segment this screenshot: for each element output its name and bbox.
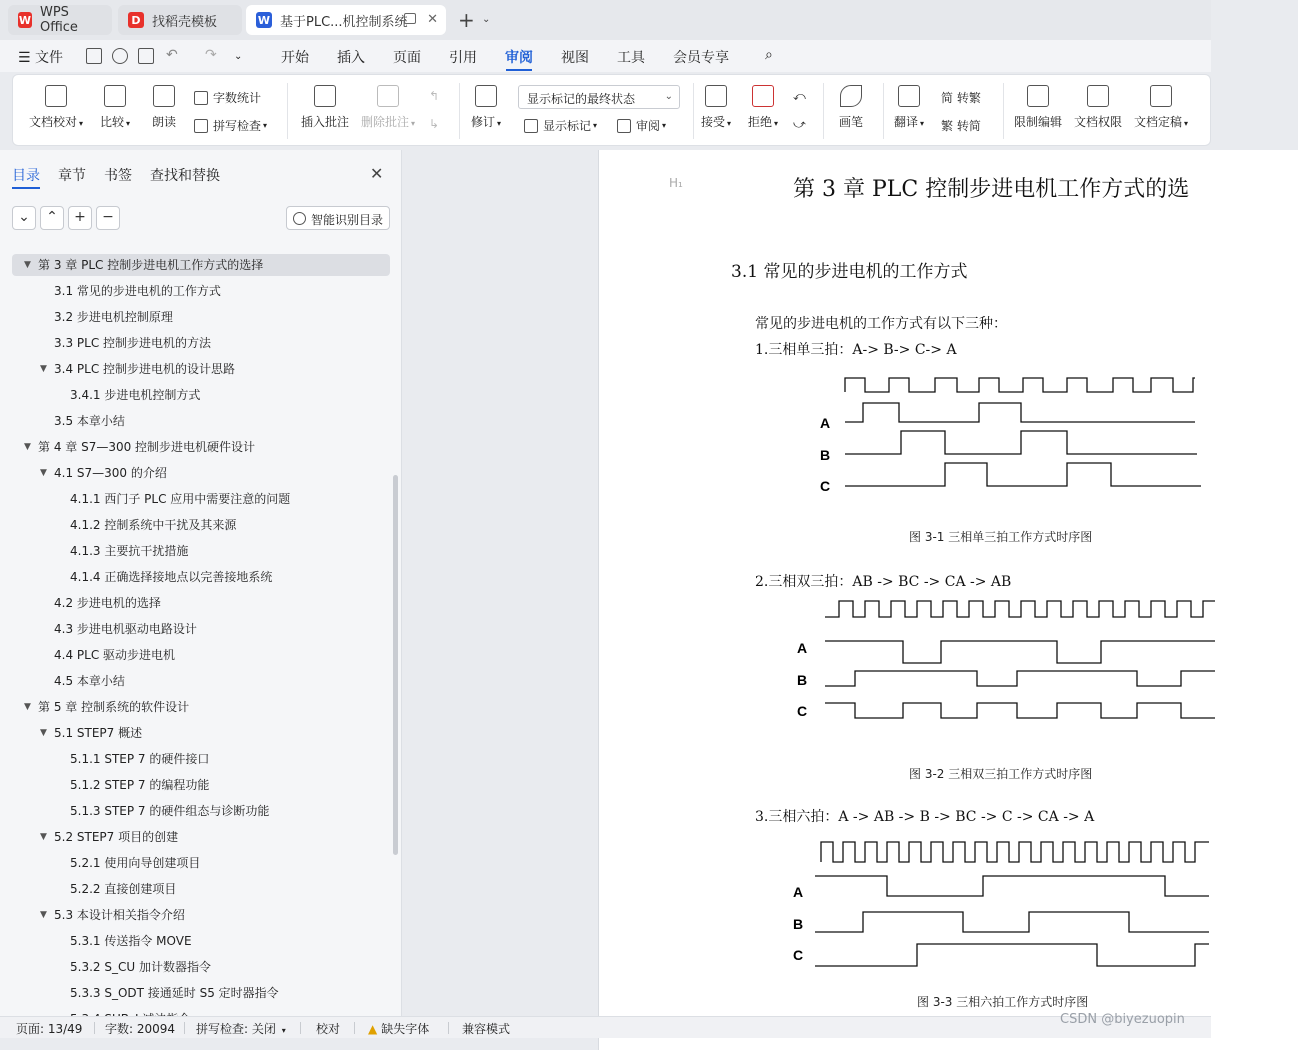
spell-check-status[interactable]: 拼写检查: 关闭 ▾ (196, 1022, 286, 1036)
figure-caption-3: 图 3-3 三相六拍工作方式时序图 (917, 995, 1089, 1009)
signal-label-c: C (793, 947, 804, 963)
menu-view[interactable]: 视图 (561, 50, 589, 66)
to-traditional-button[interactable] (941, 89, 981, 106)
add-heading-button[interactable]: + (68, 206, 92, 230)
toc-item-label: 4.1 S7—300 的介绍 (54, 466, 167, 480)
toc-item[interactable] (54, 722, 142, 744)
menu-file-label: 文件 (35, 50, 64, 66)
to-simplified-label: 繁 转简 (941, 119, 981, 133)
word-count-indicator[interactable]: 字数: 20094 (105, 1022, 176, 1036)
expand-arrow-icon[interactable]: ▼ (40, 728, 47, 738)
toc-scrollbar[interactable] (393, 475, 398, 855)
accept-button[interactable]: 接受 ▾ (701, 85, 731, 130)
missing-font-status[interactable] (368, 1020, 429, 1037)
close-icon[interactable]: ✕ (427, 12, 438, 27)
tab-label: 基于PLC...机控制系统 (280, 14, 408, 30)
clock-signal (825, 601, 1215, 617)
show-markup-icon (524, 119, 538, 133)
toc-item-label: 5.1.1 STEP 7 的硬件接口 (70, 752, 210, 766)
missing-font-label: 缺失字体 (381, 1022, 430, 1036)
word-count-icon (194, 91, 208, 105)
signal-b-wave (845, 431, 1197, 454)
permission-icon (1087, 85, 1109, 107)
proofread-button[interactable]: 文档校对 ▾ (29, 85, 83, 130)
item-2-text: 2.三相双三拍：AB -> BC -> CA -> AB (755, 574, 1012, 590)
insert-comment-label: 插入批注 (301, 115, 350, 129)
toc-item[interactable] (38, 436, 255, 458)
signal-c-wave (815, 944, 1209, 966)
review-pane-button[interactable]: 审阅 ▾ (617, 117, 666, 134)
toc-item[interactable] (12, 254, 390, 276)
signal-label-b: B (797, 672, 808, 688)
signal-b-wave (825, 671, 1215, 686)
section-title: 3.1 常见的步进电机的工作方式 (731, 262, 968, 282)
toc-item[interactable] (70, 774, 209, 796)
menu-bar (0, 40, 1211, 72)
markup-state-select[interactable] (518, 85, 680, 109)
tab-find-replace[interactable]: 查找和替换 (150, 168, 220, 184)
toc-item-label: 5.1.2 STEP 7 的编程功能 (70, 778, 210, 792)
read-aloud-label: 朗读 (152, 115, 177, 129)
expand-arrow-icon[interactable]: ▼ (40, 364, 47, 374)
status-divider (448, 1022, 449, 1034)
toc-item[interactable] (54, 644, 175, 666)
toc-item[interactable] (70, 488, 290, 510)
pen-button[interactable] (839, 85, 863, 130)
toc-item-label: 5.2.2 直接创建项目 (70, 882, 177, 896)
signal-label-c: C (820, 478, 831, 494)
accept-icon (705, 85, 727, 107)
watermark: CSDN @biyezuopin (1060, 1012, 1185, 1027)
reject-icon (752, 85, 774, 107)
expand-arrow-icon[interactable]: ▼ (24, 260, 31, 270)
toc-item[interactable] (54, 592, 161, 614)
compat-mode-status: 兼容模式 (462, 1022, 511, 1036)
toc-item[interactable] (54, 904, 185, 926)
doc-permission-button[interactable] (1074, 85, 1122, 130)
print-preview-icon[interactable] (138, 48, 154, 64)
chevron-down-icon[interactable]: ⌄ (482, 14, 491, 25)
toc-item[interactable] (54, 306, 173, 328)
toc-item-label: 第 5 章 控制系统的软件设计 (38, 700, 190, 714)
status-divider (94, 1022, 95, 1034)
toc-item[interactable] (54, 618, 197, 640)
toc-item[interactable] (54, 332, 211, 354)
word-count-label: 字数统计 (213, 91, 262, 105)
tab-document[interactable] (246, 5, 446, 35)
review-ribbon (12, 74, 1211, 146)
toc-item[interactable] (70, 852, 200, 874)
accept-label: 接受 (701, 115, 726, 129)
toc-item[interactable] (54, 462, 167, 484)
ribbon-divider (823, 83, 824, 139)
expand-arrow-icon[interactable]: ▼ (24, 442, 31, 452)
share-icon[interactable] (112, 48, 128, 64)
save-icon[interactable] (86, 48, 102, 64)
toc-item-label: 4.3 步进电机驱动电路设计 (54, 622, 197, 636)
signal-a-wave (845, 403, 1195, 422)
toc-item-label: 5.3.2 S_CU 加计数器指令 (70, 960, 211, 974)
close-icon[interactable]: ✕ (370, 164, 384, 183)
docer-logo-icon: D (128, 12, 144, 28)
menu-page[interactable]: 页面 (393, 50, 421, 66)
proofread-label: 文档校对 (29, 115, 78, 129)
insert-comment-button[interactable] (301, 85, 349, 130)
toc-item-label: 4.1.1 西门子 PLC 应用中需要注意的问题 (70, 492, 291, 506)
figure-caption-1: 图 3-1 三相单三拍工作方式时序图 (909, 530, 1093, 544)
status-divider (354, 1022, 355, 1034)
review-pane-icon (617, 119, 631, 133)
tab-toc[interactable]: 目录 (12, 168, 40, 184)
ribbon-divider (883, 83, 884, 139)
compare-icon (104, 85, 126, 107)
to-traditional-label: 简 转繁 (941, 91, 981, 105)
ribbon-divider (693, 83, 694, 139)
compare-button[interactable]: 比较 ▾ (100, 85, 130, 130)
toc-item[interactable] (70, 878, 176, 900)
timing-diagram-2 (791, 595, 1221, 725)
signal-label-a: A (820, 415, 831, 431)
redo-icon[interactable]: ↷ (205, 47, 217, 63)
toc-item-label: 4.1.3 主要抗干扰措施 (70, 544, 189, 558)
expand-arrow-icon[interactable]: ▼ (40, 468, 47, 478)
clock-signal (845, 378, 1195, 392)
signal-label-c: C (797, 703, 808, 719)
tab-wps-office[interactable] (8, 5, 112, 35)
translate-label: 翻译 (894, 115, 919, 129)
window-mini-icon[interactable] (404, 13, 416, 24)
pen-label: 画笔 (839, 115, 864, 129)
smart-toc-icon (293, 212, 306, 225)
toc-item[interactable] (54, 280, 221, 302)
toc-item[interactable] (54, 670, 125, 692)
toc-item-label: 3.4.1 步进电机控制方式 (70, 388, 201, 402)
timing-diagram-1 (811, 370, 1211, 494)
pen-icon (840, 85, 862, 107)
revise-label: 修订 (471, 115, 496, 129)
doc-permission-label: 文档权限 (1074, 115, 1123, 129)
signal-b-wave (815, 912, 1209, 932)
menu-review[interactable]: 审阅 (505, 50, 533, 66)
clock-signal (821, 842, 1209, 862)
toc-item[interactable] (70, 956, 211, 978)
new-tab-icon[interactable]: + (458, 8, 475, 32)
search-icon[interactable]: ⌕ (765, 47, 773, 63)
ribbon-divider (287, 83, 288, 139)
toc-item-label: 5.2.1 使用向导创建项目 (70, 856, 201, 870)
toc-item-label: 4.1.2 控制系统中干扰及其来源 (70, 518, 237, 532)
page-indicator[interactable]: 页面: 13/49 (16, 1022, 83, 1036)
toc-item-label: 3.4 PLC 控制步进电机的设计思路 (54, 362, 236, 376)
signal-label-a: A (793, 884, 804, 900)
tab-chapter[interactable]: 章节 (58, 168, 86, 184)
status-divider (184, 1022, 185, 1034)
toc-item-label: 5.1 STEP7 概述 (54, 726, 143, 740)
timing-diagram-3 (785, 834, 1215, 974)
compare-label: 比较 (100, 115, 125, 129)
remove-heading-button[interactable]: − (96, 206, 120, 230)
spell-check-label: 拼写检查 (213, 119, 262, 133)
restrict-edit-label: 限制编辑 (1014, 115, 1063, 129)
figure-caption-2: 图 3-2 三相双三拍工作方式时序图 (909, 767, 1093, 781)
undo-icon[interactable]: ↶ (166, 47, 178, 63)
tab-label: WPS Office (39, 5, 78, 35)
revise-button[interactable]: 修订 ▾ (471, 85, 501, 130)
active-menu-indicator (506, 69, 532, 71)
spell-check-icon (194, 119, 208, 133)
status-bar (0, 1016, 1211, 1038)
toc-item[interactable] (70, 982, 279, 1004)
smart-toc-button[interactable] (286, 206, 390, 230)
menu-start[interactable]: 开始 (281, 50, 309, 66)
toc-item[interactable] (70, 566, 272, 588)
review-pane-label: 审阅 (636, 119, 661, 133)
item-1-text: 1.三相单三拍：A-> B-> C-> A (755, 342, 957, 358)
delete-comment-button[interactable]: 删除批注 ▾ (361, 85, 415, 130)
ribbon-divider (459, 83, 460, 139)
toc-item-label: 第 4 章 S7—300 控制步进电机硬件设计 (38, 440, 256, 454)
next-comment-icon[interactable]: ↳ (429, 117, 440, 131)
toc-item-label: 5.2 STEP7 项目的创建 (54, 830, 179, 844)
tab-bookmark[interactable]: 书签 (104, 168, 132, 184)
word-count-button[interactable] (194, 89, 261, 106)
toc-item[interactable] (70, 514, 236, 536)
menu-reference[interactable]: 引用 (449, 50, 477, 66)
chevron-down-icon: ⌄ (664, 91, 673, 102)
reject-label: 拒绝 (748, 115, 773, 129)
wps-logo-icon: W (18, 13, 32, 27)
revise-icon (475, 85, 497, 107)
toc-item-label: 5.1.3 STEP 7 的硬件组态与诊断功能 (70, 804, 270, 818)
expand-down-button[interactable]: ⌄ (12, 206, 36, 230)
toc-item-label: 3.5 本章小结 (54, 414, 125, 428)
expand-arrow-icon[interactable]: ▼ (24, 702, 31, 712)
translate-button[interactable]: 翻译 ▾ (894, 85, 924, 130)
toc-item-label: 3.3 PLC 控制步进电机的方法 (54, 336, 212, 350)
delete-comment-label: 删除批注 (361, 115, 410, 129)
spell-check-status-label: 拼写检查: 关闭 (196, 1022, 276, 1036)
toc-item-label: 3.2 步进电机控制原理 (54, 310, 173, 324)
toc-item[interactable] (70, 384, 200, 406)
signal-label-b: B (793, 916, 804, 932)
toc-item[interactable] (54, 826, 178, 848)
toc-item[interactable] (38, 696, 189, 718)
signal-label-a: A (797, 640, 808, 656)
read-aloud-icon (153, 85, 175, 107)
writer-logo-icon: W (257, 13, 271, 27)
tab-template[interactable] (118, 5, 242, 35)
tab-label: 找稻壳模板 (152, 14, 218, 30)
next-change-icon[interactable]: ⤻ (793, 117, 806, 131)
intro-text: 常见的步进电机的工作方式有以下三种： (755, 316, 1007, 332)
item-3-text: 3.三相六拍：A -> AB -> B -> BC -> C -> CA -> A (755, 809, 1095, 825)
spell-check-button[interactable]: 拼写检查 ▾ (194, 117, 267, 134)
warning-icon: ▲ (368, 1022, 378, 1036)
toc-item-label: 5.3 本设计相关指令介绍 (54, 908, 185, 922)
chevron-down-icon[interactable]: ⌄ (234, 51, 243, 62)
expand-arrow-icon[interactable]: ▼ (40, 910, 47, 920)
insert-comment-icon (314, 85, 336, 107)
signal-a-wave (825, 641, 1215, 663)
toc-item-label: 4.4 PLC 驱动步进电机 (54, 648, 176, 662)
signal-c-wave (825, 703, 1215, 718)
finalize-button[interactable]: 文档定稿 ▾ (1134, 85, 1188, 130)
document-area[interactable] (402, 150, 1211, 1016)
finalize-label: 文档定稿 (1134, 115, 1183, 129)
previous-change-icon[interactable]: ⤺ (793, 89, 806, 103)
toc-item-label: 第 3 章 PLC 控制步进电机工作方式的选择 (38, 258, 264, 272)
markup-state-value: 显示标记的最终状态 (527, 92, 636, 106)
toc-item[interactable] (70, 930, 192, 952)
active-panel-tab-indicator (12, 187, 40, 189)
reject-button[interactable]: 拒绝 ▾ (748, 85, 778, 130)
status-divider (300, 1022, 301, 1034)
tab-bar (0, 0, 1211, 40)
smart-toc-label: 智能识别目录 (311, 213, 384, 227)
toc-item[interactable] (70, 748, 209, 770)
toc-item[interactable] (70, 800, 269, 822)
expand-arrow-icon[interactable]: ▼ (40, 832, 47, 842)
navigation-panel (0, 150, 402, 1016)
toc-item-label: 5.3.1 传送指令 MOVE (70, 934, 192, 948)
chapter-title: 第 3 章 PLC 控制步进电机工作方式的选 (793, 177, 1190, 202)
toc-item-label: 4.1.4 正确选择接地点以完善接地系统 (70, 570, 273, 584)
restrict-edit-button[interactable] (1014, 85, 1062, 130)
menu-file[interactable]: ☰ 文件 (18, 50, 64, 66)
signal-a-wave (815, 876, 1209, 896)
menu-tools[interactable]: 工具 (617, 50, 645, 66)
toc-item[interactable] (54, 410, 125, 432)
toc-item-label: 5.3.3 S_ODT 接通延时 S5 定时器指令 (70, 986, 279, 1000)
toc-item-label: 3.1 常见的步进电机的工作方式 (54, 284, 221, 298)
read-aloud-button[interactable] (152, 85, 176, 130)
translate-icon (898, 85, 920, 107)
toc-item-label: 4.2 步进电机的选择 (54, 596, 161, 610)
finalize-icon (1150, 85, 1172, 107)
menu-member[interactable]: 会员专享 (673, 50, 729, 66)
heading-marker-icon[interactable]: H₁ (669, 176, 683, 190)
to-simplified-button[interactable] (941, 117, 981, 134)
toc-item[interactable] (54, 358, 235, 380)
signal-c-wave (845, 463, 1201, 486)
collapse-up-button[interactable]: ⌃ (40, 206, 64, 230)
proofread-icon (45, 85, 67, 107)
toc-list (0, 253, 395, 1016)
ribbon-divider (1003, 83, 1004, 139)
previous-comment-icon[interactable]: ↰ (429, 89, 440, 103)
toc-item[interactable] (70, 540, 188, 562)
proof-status[interactable]: 校对 (316, 1022, 341, 1036)
document-page[interactable] (598, 150, 1298, 1050)
toc-item-label: 4.5 本章小结 (54, 674, 125, 688)
show-markup-button[interactable]: 显示标记 ▾ (524, 117, 597, 134)
show-markup-label: 显示标记 (543, 119, 592, 133)
signal-label-b: B (820, 447, 831, 463)
menu-insert[interactable]: 插入 (337, 50, 365, 66)
delete-comment-icon (377, 85, 399, 107)
lock-icon (1027, 85, 1049, 107)
